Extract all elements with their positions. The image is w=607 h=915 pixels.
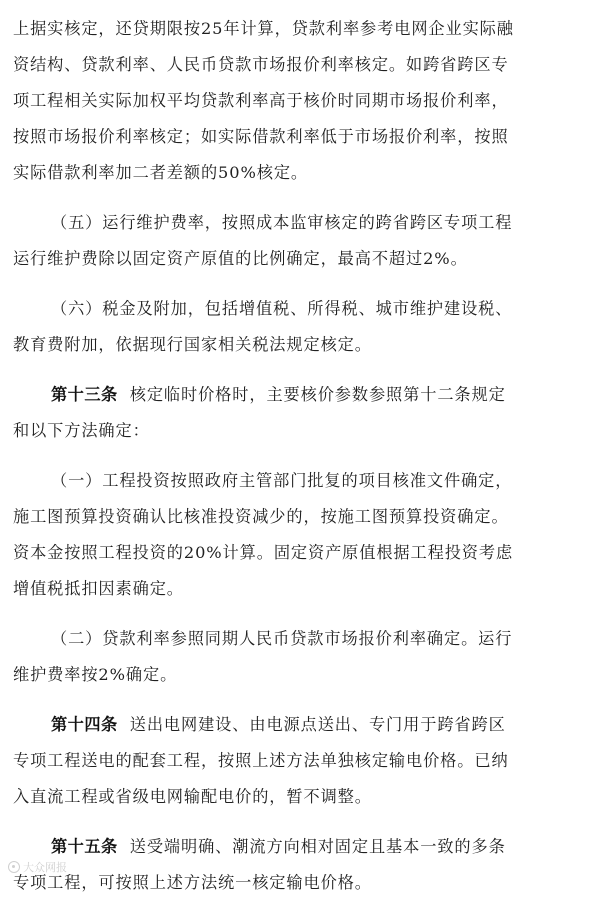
text-line: 维护费率按2%确定。 xyxy=(13,665,178,684)
text-line xyxy=(13,829,597,865)
text-line: 资结构、贷款利率、人民币贷款市场报价利率核定。如跨省跨区专 xyxy=(13,55,509,74)
text-line: （六）税金及附加，包括增值税、所得税、城市维护建设税、 xyxy=(51,299,513,318)
article-15 xyxy=(13,829,597,901)
text-line xyxy=(13,377,597,413)
article-13 xyxy=(13,377,597,449)
article-text: 送出电网建设、由电源点送出、专门用于跨省跨区 xyxy=(129,715,506,734)
text-line: 专项工程，可按照上述方法统一核定输电价格。 xyxy=(13,873,372,892)
paragraph-item-6 xyxy=(13,291,597,363)
paragraph-item-5 xyxy=(13,205,597,277)
text-line: （一）工程投资按照政府主管部门批复的项目核准文件确定， xyxy=(51,471,513,490)
text-line: 入直流工程或省级电网输配电价的，暂不调整。 xyxy=(13,787,372,806)
paragraph-item-2 xyxy=(13,621,597,693)
article-14 xyxy=(13,707,597,815)
text-line: 按照市场报价利率核定；如实际借款利率低于市场报价利率，按照 xyxy=(13,127,509,146)
text-line: （二）贷款利率参照同期人民币贷款市场报价利率确定。运行 xyxy=(51,629,513,648)
text-line: 增值税抵扣因素确定。 xyxy=(13,579,184,598)
text-line: 上据实核定，还贷期限按25年计算，贷款利率参考电网企业实际融 xyxy=(13,19,514,38)
watermark-text: 大众网报 xyxy=(23,861,67,874)
watermark xyxy=(8,859,67,875)
text-line: 项工程相关实际加权平均贷款利率高于核价时同期市场报价利率， xyxy=(13,91,509,110)
article-text: 送受端明确、潮流方向相对固定且基本一致的多条 xyxy=(129,837,506,856)
text-line: 和以下方法确定： xyxy=(13,421,150,440)
text-line: 施工图预算投资确认比核准投资减少的，按施工图预算投资确定。 xyxy=(13,507,509,526)
paragraph-item-1 xyxy=(13,463,597,607)
text-line: 实际借款利率加二者差额的50%核定。 xyxy=(13,163,308,182)
text-line: 教育费附加，依据现行国家相关税法规定核定。 xyxy=(13,335,372,354)
text-line: 专项工程送电的配套工程，按照上述方法单独核定输电价格。已纳 xyxy=(13,751,509,770)
text-line: 运行维护费除以固定资产原值的比例确定，最高不超过2%。 xyxy=(13,249,468,268)
document-body xyxy=(13,11,597,915)
text-line: 资本金按照工程投资的20%计算。固定资产原值根据工程投资考虑 xyxy=(13,543,514,562)
article-text: 核定临时价格时，主要核价参数参照第十二条规定 xyxy=(129,385,506,404)
article-heading: 第十四条 xyxy=(51,715,118,734)
weibo-icon xyxy=(8,861,20,873)
text-line xyxy=(13,707,597,743)
text-line: （五）运行维护费率，按照成本监审核定的跨省跨区专项工程 xyxy=(51,213,513,232)
paragraph-loan-rate xyxy=(13,11,597,191)
article-heading: 第十五条 xyxy=(51,837,118,856)
article-heading: 第十三条 xyxy=(51,385,118,404)
